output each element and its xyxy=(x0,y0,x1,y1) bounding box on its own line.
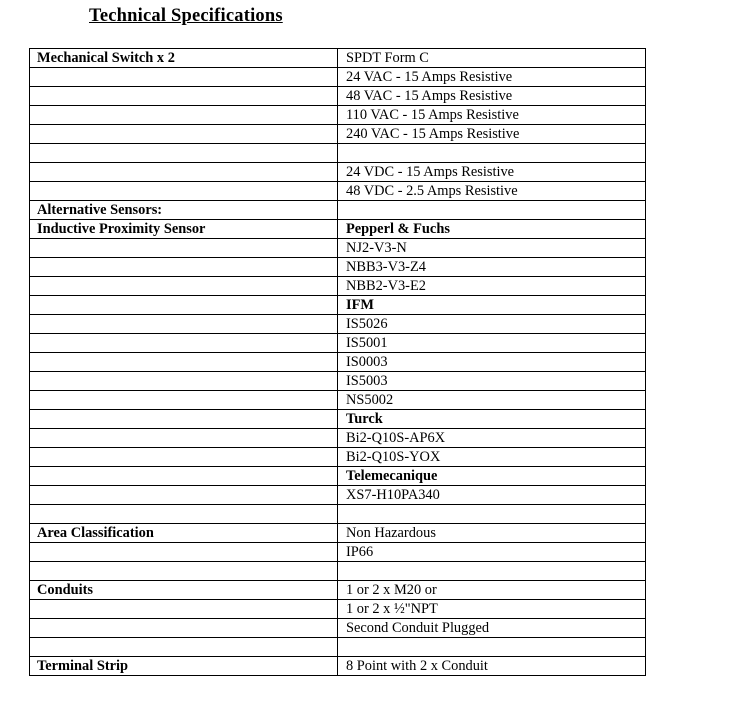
spec-value-cell: 110 VAC - 15 Amps Resistive xyxy=(338,106,646,125)
spec-row xyxy=(30,524,646,543)
spec-label-cell xyxy=(30,429,338,448)
spec-row xyxy=(30,163,646,182)
spec-row xyxy=(30,296,646,315)
spec-label-cell xyxy=(30,68,338,87)
spec-value-cell xyxy=(338,562,646,581)
specifications-table xyxy=(29,48,646,676)
spec-value-cell: 48 VDC - 2.5 Amps Resistive xyxy=(338,182,646,201)
spec-value-cell xyxy=(338,201,646,220)
spec-value-cell: IS5026 xyxy=(338,315,646,334)
spec-row xyxy=(30,638,646,657)
spec-row xyxy=(30,391,646,410)
spec-value-cell: IS5003 xyxy=(338,372,646,391)
spec-label-cell xyxy=(30,619,338,638)
spec-label-cell xyxy=(30,638,338,657)
spec-row xyxy=(30,467,646,486)
spec-label-cell: Area Classification xyxy=(30,524,338,543)
spec-value-cell: 24 VDC - 15 Amps Resistive xyxy=(338,163,646,182)
spec-label-cell xyxy=(30,448,338,467)
spec-row xyxy=(30,600,646,619)
spec-value-cell: Pepperl & Fuchs xyxy=(338,220,646,239)
spec-label-cell xyxy=(30,106,338,125)
spec-row xyxy=(30,410,646,429)
spec-row xyxy=(30,125,646,144)
spec-label-cell xyxy=(30,334,338,353)
spec-row xyxy=(30,581,646,600)
spec-value-cell: 1 or 2 x M20 or xyxy=(338,581,646,600)
spec-label-cell xyxy=(30,543,338,562)
spec-label-cell xyxy=(30,315,338,334)
spec-label-cell xyxy=(30,296,338,315)
spec-value-cell: Non Hazardous xyxy=(338,524,646,543)
spec-label-cell: Mechanical Switch x 2 xyxy=(30,49,338,68)
spec-row xyxy=(30,372,646,391)
spec-label-cell xyxy=(30,505,338,524)
spec-value-cell: Bi2-Q10S-AP6X xyxy=(338,429,646,448)
spec-label-cell: Conduits xyxy=(30,581,338,600)
spec-row xyxy=(30,239,646,258)
spec-value-cell: IFM xyxy=(338,296,646,315)
spec-label-cell xyxy=(30,562,338,581)
spec-value-cell: IP66 xyxy=(338,543,646,562)
spec-value-cell: Bi2-Q10S-YOX xyxy=(338,448,646,467)
spec-value-cell xyxy=(338,638,646,657)
spec-row xyxy=(30,258,646,277)
spec-value-cell: Second Conduit Plugged xyxy=(338,619,646,638)
spec-value-cell: IS0003 xyxy=(338,353,646,372)
page-title: Technical Specifications xyxy=(89,6,283,26)
spec-row xyxy=(30,543,646,562)
spec-value-cell: 8 Point with 2 x Conduit xyxy=(338,657,646,676)
spec-row xyxy=(30,49,646,68)
spec-row xyxy=(30,505,646,524)
spec-value-cell: Telemecanique xyxy=(338,467,646,486)
spec-label-cell xyxy=(30,182,338,201)
spec-row xyxy=(30,144,646,163)
spec-row xyxy=(30,277,646,296)
spec-value-cell: NBB3-V3-Z4 xyxy=(338,258,646,277)
spec-label-cell xyxy=(30,239,338,258)
spec-row xyxy=(30,562,646,581)
spec-value-cell: 48 VAC - 15 Amps Resistive xyxy=(338,87,646,106)
spec-value-cell: NJ2-V3-N xyxy=(338,239,646,258)
spec-label-cell: Inductive Proximity Sensor xyxy=(30,220,338,239)
spec-row xyxy=(30,182,646,201)
spec-value-cell xyxy=(338,505,646,524)
spec-label-cell xyxy=(30,600,338,619)
spec-row xyxy=(30,201,646,220)
spec-label-cell xyxy=(30,277,338,296)
spec-row xyxy=(30,220,646,239)
spec-row xyxy=(30,486,646,505)
spec-label-cell: Terminal Strip xyxy=(30,657,338,676)
spec-label-cell xyxy=(30,486,338,505)
spec-row xyxy=(30,334,646,353)
spec-value-cell: Turck xyxy=(338,410,646,429)
spec-value-cell: 240 VAC - 15 Amps Resistive xyxy=(338,125,646,144)
spec-row xyxy=(30,68,646,87)
spec-label-cell xyxy=(30,467,338,486)
spec-label-cell xyxy=(30,372,338,391)
spec-value-cell: XS7-H10PA340 xyxy=(338,486,646,505)
spec-label-cell xyxy=(30,125,338,144)
spec-value-cell: NS5002 xyxy=(338,391,646,410)
spec-value-cell: 24 VAC - 15 Amps Resistive xyxy=(338,68,646,87)
spec-row xyxy=(30,87,646,106)
spec-value-cell: IS5001 xyxy=(338,334,646,353)
spec-value-cell xyxy=(338,144,646,163)
spec-label-cell xyxy=(30,163,338,182)
spec-row xyxy=(30,315,646,334)
spec-label-cell: Alternative Sensors: xyxy=(30,201,338,220)
spec-label-cell xyxy=(30,353,338,372)
spec-value-cell: NBB2-V3-E2 xyxy=(338,277,646,296)
spec-row xyxy=(30,657,646,676)
spec-label-cell xyxy=(30,410,338,429)
specifications-table-body xyxy=(30,49,646,676)
spec-row xyxy=(30,429,646,448)
spec-row xyxy=(30,106,646,125)
spec-row xyxy=(30,448,646,467)
spec-label-cell xyxy=(30,87,338,106)
spec-row xyxy=(30,353,646,372)
spec-row xyxy=(30,619,646,638)
spec-value-cell: SPDT Form C xyxy=(338,49,646,68)
spec-value-cell: 1 or 2 x ½"NPT xyxy=(338,600,646,619)
spec-label-cell xyxy=(30,144,338,163)
spec-label-cell xyxy=(30,391,338,410)
spec-label-cell xyxy=(30,258,338,277)
